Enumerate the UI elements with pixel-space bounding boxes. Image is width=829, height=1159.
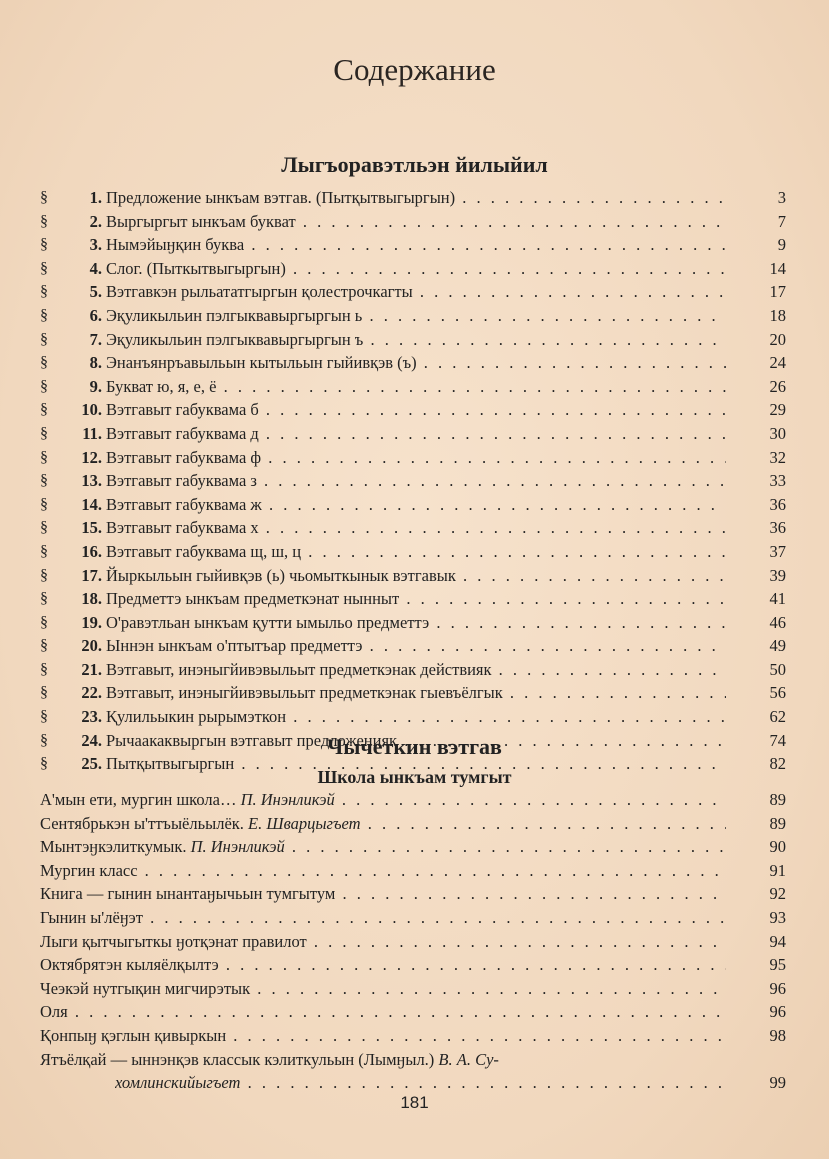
- entry-number: 20.: [81, 636, 102, 656]
- entry-title: Йыркыльын гыйивқэв (ь) чьомыткынык вэтгавык . . .: [106, 564, 726, 588]
- entry-page: 94: [769, 931, 786, 951]
- entry-page: 62: [769, 707, 786, 727]
- section-symbol: §: [40, 448, 48, 466]
- entry-title: Букват ю, я, е, ё . . .: [106, 375, 726, 399]
- entry-page: 24: [769, 353, 786, 373]
- toc-entry: [40, 493, 786, 517]
- toc-entry: [40, 634, 786, 658]
- entry-page: 20: [769, 329, 786, 349]
- entry-page: 29: [769, 400, 786, 420]
- entry-page: 96: [769, 978, 786, 998]
- section-symbol: §: [40, 189, 48, 206]
- section-symbol: §: [40, 424, 48, 442]
- entry-page: 17: [769, 282, 786, 302]
- entry-page: 36: [769, 518, 786, 538]
- subsection-heading: Школа ынкъам тумгыт: [317, 767, 512, 787]
- toc-entry: [40, 977, 786, 1001]
- entry-number: 3.: [89, 235, 102, 255]
- entry-author: Е. Шварцыгъет: [248, 813, 361, 833]
- toc-entry: [40, 516, 786, 540]
- entry-number: 4.: [89, 258, 102, 278]
- toc-entry: [40, 398, 786, 422]
- toc-entry: [40, 788, 786, 812]
- entry-number: 14.: [81, 494, 102, 514]
- entry-number: 24.: [81, 730, 102, 750]
- entry-page: 91: [769, 860, 786, 880]
- entry-page: 26: [769, 376, 786, 396]
- entry-title: Предложение ынкъам вэтгав. (Пытқытвыгыргын) . . .: [106, 186, 726, 210]
- entry-title: Выргыргыт ынкъам букват . . .: [106, 210, 726, 234]
- entry-title: Рычаакаквыргын вэтгавыт предложенияк . . .: [106, 729, 726, 753]
- section-symbol: §: [40, 330, 48, 348]
- page-number: 181: [400, 1093, 429, 1112]
- section-symbol: §: [40, 542, 48, 560]
- entry-title: Сентябрькэн ы'ттъыёльылёк. Е. Шварцыгъет . . .: [40, 812, 726, 836]
- entry-page: 32: [769, 447, 786, 467]
- toc-entry: [40, 186, 786, 210]
- entry-page: 95: [769, 955, 786, 975]
- entry-number: 23.: [81, 707, 102, 727]
- entry-page: 89: [769, 790, 786, 809]
- entry-title: Эқуликыльин пэлгыквавыргыргын ъ . . .: [106, 328, 726, 352]
- entry-number: 9.: [89, 376, 102, 396]
- entry-page: 50: [769, 659, 786, 679]
- section-symbol: §: [40, 566, 48, 584]
- section-symbol: §: [40, 519, 48, 537]
- entry-title: Предметтэ ынкъам предметкэнат нынныт . . .: [106, 587, 726, 611]
- entry-number: 6.: [89, 305, 102, 325]
- entry-title: Вэтгавыт габуквама х . . .: [106, 516, 726, 540]
- toc-entry: [40, 469, 786, 493]
- entry-page: 46: [769, 612, 786, 632]
- entry-page: 37: [769, 541, 786, 561]
- entry-title: Вэтгавкэн рыльататгыргын қолестрочкагты . . .: [106, 280, 726, 304]
- entry-number: 21.: [81, 659, 102, 679]
- entry-title: Энанъянръавыльын кытыльын гыйивқэв (ъ) . . .: [106, 351, 726, 375]
- entry-title: Мынтэӈкэлиткумык. П. Инэнликэй . . .: [40, 835, 726, 859]
- entry-title: Слог. (Пыткытвыгыргын) . . .: [106, 257, 726, 281]
- entry-number: 8.: [89, 353, 102, 373]
- entry-author: П. Инэнликэй: [240, 790, 335, 809]
- entry-title: Чеэкэй нутгықин мигчирэтык . . .: [40, 977, 726, 1001]
- entry-author-continued: хомлинскийыгъет . . .: [115, 1071, 726, 1095]
- entry-page: 74: [769, 730, 786, 750]
- toc-entry: [40, 446, 786, 470]
- entry-page: 7: [777, 211, 786, 231]
- section-symbol: §: [40, 354, 48, 372]
- entry-number: 12.: [81, 447, 102, 467]
- toc-entry: [40, 1048, 786, 1072]
- toc-entry: [40, 375, 786, 399]
- entry-page: 49: [769, 636, 786, 656]
- section-symbol: §: [40, 212, 48, 230]
- toc-entry: [40, 233, 786, 257]
- entry-title: Книга — гынин ынантаӈычьын тумгытум . . .: [40, 882, 726, 906]
- section-symbol: §: [40, 306, 48, 324]
- entry-title: Нымэйыӈқин буква . . .: [106, 233, 726, 257]
- entry-number: 2.: [89, 211, 102, 231]
- entry-title: Вэтгавыт габуквама ф . . .: [106, 446, 726, 470]
- toc-entry: [40, 257, 786, 281]
- entry-number: 22.: [81, 683, 102, 703]
- section-symbol: §: [40, 401, 48, 419]
- entry-page: 9: [777, 235, 786, 255]
- entry-page: 90: [769, 837, 786, 857]
- entry-number: 1.: [89, 188, 102, 207]
- entry-page: 98: [769, 1025, 786, 1045]
- toc-entry: [40, 835, 786, 859]
- entry-number: 7.: [89, 329, 102, 349]
- section-symbol: §: [40, 236, 48, 254]
- entry-number: 19.: [81, 612, 102, 632]
- entry-title: Октябрятэн кыляёлқылтэ . . .: [40, 953, 726, 977]
- entry-page: 92: [769, 884, 786, 904]
- toc-entry: [40, 351, 786, 375]
- entry-page: 39: [769, 565, 786, 585]
- toc-entry: [40, 587, 786, 611]
- toc-entry: [40, 705, 786, 729]
- toc-entry: [40, 859, 786, 883]
- entry-title: Оля . . .: [40, 1000, 726, 1024]
- section-symbol: §: [40, 259, 48, 277]
- entry-page: 33: [769, 471, 786, 491]
- entry-title: Вэтгавыт габуквама ж . . .: [106, 493, 726, 517]
- toc-entry: [40, 1024, 786, 1048]
- toc-entry: [40, 658, 786, 682]
- entry-page: 36: [769, 494, 786, 514]
- entry-author: П. Инэнликэй: [190, 837, 285, 857]
- entry-title: Вэтгавыт габуквама б . . .: [106, 398, 726, 422]
- entry-number: 13.: [81, 471, 102, 491]
- entry-title: Қонпыӈ қэглын қивыркын . . .: [40, 1024, 726, 1048]
- entry-title: О'равэтльан ынкъам қутти ымыльо предметтэ . . .: [106, 611, 726, 635]
- entry-title: Вэтгавыт габуквама щ, ш, ц . . .: [106, 540, 726, 564]
- entry-title: Мургин класс . . .: [40, 859, 726, 883]
- entry-number: 5.: [89, 282, 102, 302]
- entry-page: 41: [769, 589, 786, 609]
- toc-entry: [40, 812, 786, 836]
- toc-entry: [40, 210, 786, 234]
- entry-number: 16.: [81, 541, 102, 561]
- toc-entry: [40, 953, 786, 977]
- toc-entry: [40, 304, 786, 328]
- entry-page: 93: [769, 907, 786, 927]
- entry-number: 18.: [81, 589, 102, 609]
- section-symbol: §: [40, 708, 48, 726]
- toc-list-grammar: [40, 186, 786, 776]
- entry-number: 17.: [81, 565, 102, 585]
- toc-entry: [40, 328, 786, 352]
- entry-title: Вэтгавыт габуквама з . . .: [106, 469, 726, 493]
- entry-page: 30: [769, 423, 786, 443]
- toc-entry: [40, 930, 786, 954]
- toc-entry: [40, 882, 786, 906]
- entry-page: 99: [769, 1073, 786, 1093]
- toc-entry: [40, 280, 786, 304]
- toc-entry: [40, 564, 786, 588]
- section-symbol: §: [40, 613, 48, 631]
- section-symbol: §: [40, 755, 48, 773]
- entry-number: 25.: [81, 754, 102, 774]
- section-symbol: §: [40, 495, 48, 513]
- section-symbol: §: [40, 472, 48, 490]
- toc-entry: [40, 540, 786, 564]
- entry-page: 56: [769, 683, 786, 703]
- entry-page: 14: [769, 258, 786, 278]
- section-symbol: §: [40, 731, 48, 749]
- entry-page: 18: [769, 305, 786, 325]
- entry-author: В. А. Су-: [438, 1049, 499, 1069]
- entry-title: Пытқытвыгыргын . . .: [106, 752, 726, 776]
- entry-number: 15.: [81, 518, 102, 538]
- entry-title: Вэтгавыт, инэныгйивэвыльыт предметкэнак действияк . . .: [106, 658, 726, 682]
- page-title: Содержание: [333, 52, 496, 87]
- entry-page: 3: [777, 188, 786, 207]
- entry-title: Ятъёлқай — ыннэнқэв классык кэлиткульын (Лымӈыл.) В. А. Су-: [40, 1049, 499, 1069]
- toc-entry: [40, 611, 786, 635]
- entry-page: 82: [769, 754, 786, 774]
- entry-title: Вэтгавыт, инэныгйивэвыльыт предметкэнак гыевъёлгык . . .: [106, 681, 726, 705]
- entry-title: Қулильыкин рырымэткон . . .: [106, 705, 726, 729]
- entry-title: Эқуликыльин пэлгыквавыргыргын ь . . .: [106, 304, 726, 328]
- section-symbol: §: [40, 590, 48, 608]
- section-symbol: §: [40, 684, 48, 702]
- section-symbol: §: [40, 637, 48, 655]
- section-heading-2: Чычеткин вэтгав: [327, 734, 502, 759]
- entry-title: А'мын ети, мургин школа… П. Инэнликэй . . .: [40, 788, 726, 812]
- toc-entry: [40, 1000, 786, 1024]
- toc-entry: [40, 906, 786, 930]
- entry-title: Гынин ы'лёӈэт . . .: [40, 906, 726, 930]
- entry-page: 89: [769, 813, 786, 833]
- section-symbol: §: [40, 660, 48, 678]
- toc-list-reading: [40, 788, 786, 1095]
- entry-title: Вэтгавыт габуквама д . . .: [106, 422, 726, 446]
- entry-page: 96: [769, 1002, 786, 1022]
- entry-title: Ыннэн ынкъам о'птытъар предметтэ . . .: [106, 634, 726, 658]
- entry-title: Лыги қытчыгыткы ӈотқэнат правилот . . .: [40, 930, 726, 954]
- entry-number: 11.: [82, 423, 102, 443]
- entry-number: 10.: [81, 400, 102, 420]
- section-heading-1: Лыгъоравэтльэн йилыйил: [281, 152, 548, 177]
- section-symbol: §: [40, 377, 48, 395]
- toc-entry: [40, 422, 786, 446]
- toc-entry-continued: [40, 1071, 786, 1095]
- section-symbol: §: [40, 283, 48, 301]
- toc-entry: [40, 681, 786, 705]
